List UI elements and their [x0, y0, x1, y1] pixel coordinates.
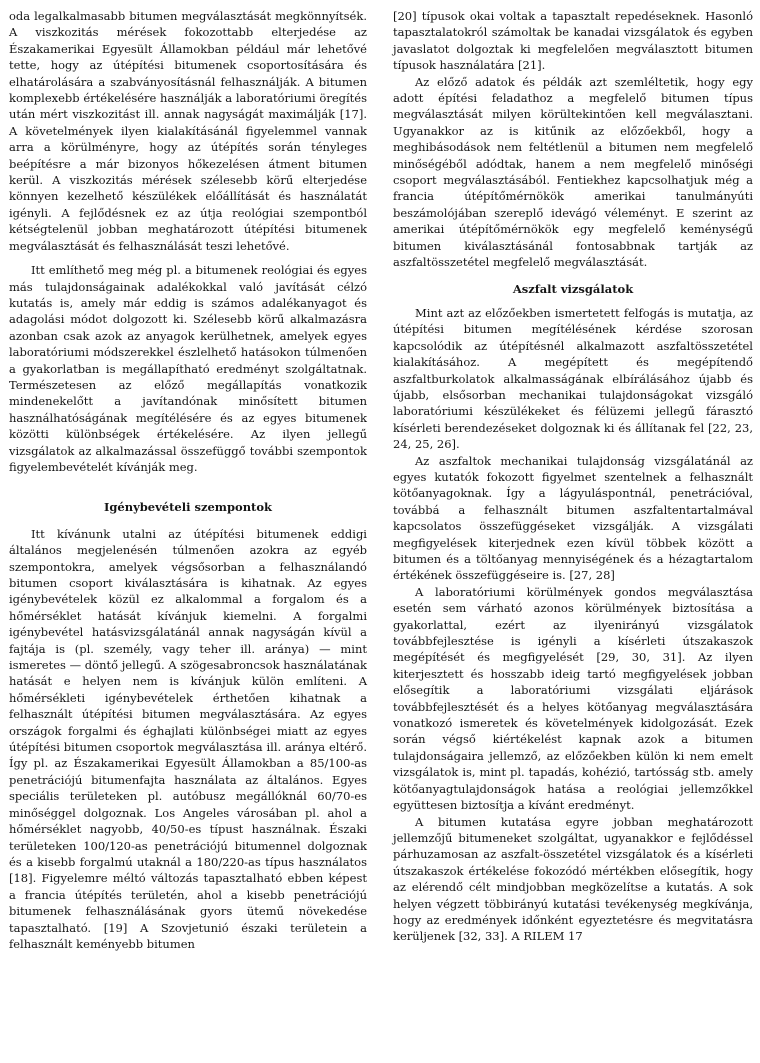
- right-column: [393, 8, 753, 945]
- section-heading-ignybeveteli: Igénybevételi szempontok: [103, 500, 273, 515]
- left-column: [9, 8, 367, 952]
- right-paragraph-3: Mint azt az előzőekben ismertetett felfogás is mutatja, az útépítési bitumen megítélésének kérdése szorosan kapcsolódik az útépítésnél alkalmazott aszfaltösszetétel kialakításához. A megépített és megépítendő aszfaltburkolatok alkalmasságának elbírálásához újabb és újabb, elsősorban mechanikai tulajdonságokat vizsgáló laboratóriumi készülékeket és félüzemi jellegű fárasztó kísérleti berendezéseket dolgoznak ki és állítanak fel [22, 23, 24, 25, 26].: [393, 305, 753, 452]
- right-paragraph-6: A bitumen kutatása egyre jobban meghatározott jellemzőjű bitumeneket szolgáltat, ugyanakkor e fejlődéssel párhuzamosan az aszfalt-összetétel vizsgálatok és a kísérleti útszakaszok értékelése fokozódó mértékben elősegítik, hogy az elérendő célt mindjobban megközelítse a kutatás. A sok helyen végzett többirányú kutatási tevékenység megkívánja, hogy az eredmények időnként egyeztetésre és megvitatásra kerüljenek [32, 33]. A RILEM 17: [393, 814, 753, 944]
- section-heading-aszfalt: Aszfalt vizsgálatok: [512, 281, 634, 296]
- right-paragraph-4: Az aszfaltok mechanikai tulajdonság vizsgálatánál az egyes kutatók fokozott figyelmet szentelnek a felhasznált kötőanyagoknak. Így a lágyuláspontnál, penetrációval, továbbá a felhasznált bitumen aszfaltentartalmával kapcsolatos összefüggéseket vizsgálják. A vizsgálati megfigyelések kiterjednek ezen kívül többek között a bitumen és a töltőanyag mennyiségének és a hézagtartalom értékének összefüggéseire is. [27, 28]: [393, 453, 753, 583]
- left-paragraph-2: Itt említhető meg még pl. a bitumenek reológiai és egyes más tulajdonságainak adalékokkal való javítását célzó kutatás is, amely már eddig is számos adalékanyagot és adagolási módot dolgozott ki. Szélesebb körű alkalmazásra azonban csak azok az anyagok kerülhetnek, amelyek egyes laboratóriumi módszerekkel észlelhető hatásokon túlmenően a gyakorlatban is megállapítható eredményt szolgáltatnak. Természetesen az előző megállapítás vonatkozik mindenekelőtt a javítandónak minősített bitumen használhatóságának megítélésére és az egyes bitumenek közötti különbségek értékelésére. Az ilyen jellegű vizsgálatok az alkalmazással összefüggő további szempontok figyelembevételét kívánják meg.: [9, 263, 367, 474]
- right-paragraph-2: Az előző adatok és példák azt szemléltetik, hogy egy adott építési feladathoz a megfelelő bitumen típus megválasztását milyen körültekintően kell megválasztani. Ugyanakkor az is kitűnik az előzőekből, hogy a meghibásodások nem feltétlenül a bitumen nem megfelelő minőségéből adódtak, hanem a nem megfelelő minőségi csoport megválasztásából. Fentiekhez kapcsolhatjuk még a francia útépítőmérnökök amerikai tanulmányúti beszámolójában szereplő idevágó véleményt. E szerint az amerikai útépítőmérnökök egy megfelelő keménységű bitumen kiválasztásánál fontosabbnak tartják az aszfaltösszetétel megfelelő megválasztását.: [393, 74, 753, 270]
- right-paragraph-5: A laboratóriumi körülmények gondos megválasztása esetén sem várható azonos körülmények biztosítása a gyakorlattal, ezért az ilyenirányú vizsgálatok továbbfejlesztése is igényli a kísérleti útszakaszok megépítését és megfigyelését [29, 30, 31]. Az ilyen kiterjesztett és hosszabb ideig tartó megfigyelések jobban elősegítik a laboratóriumi vizsgálati eljárások továbbfejlesztését és a helyes kötőanyag megválasztására vonatkozó ismeretek és követelmények kidolgozását. Ezek során végső kiértékelést kapnak azok a bitumen tulajdonságaira jellemző, az előzőekben külön ki nem emelt vizsgálatok is, mint pl. tapadás, kohézió, tartósság stb. amely kötőanyagtulajdonságok hatása a reológiai jellemzőkkel együttesen biztosítja a kívánt eredményt.: [393, 584, 753, 813]
- right-paragraph-1: [20] típusok okai voltak a tapasztalt repedéseknek. Hasonló tapasztalatokról számoltak be kanadai vizsgálatok és egyben javaslatot dolgoztak ki megfelelően megválasztott bitumen típusok használatára [21].: [393, 9, 753, 73]
- left-paragraph-1: oda legalkalmasabb bitumen megválasztását megkönnyítsék. A viszkozitás mérések fokozottabb elterjedése az Északamerikai Egyesült Államokban például már lehetővé tette, hogy az útépítési bitumenek csoportosítására és elhatárolására a szabványosításnál felhasználják. A bitumen komplexebb értékelésére használják a laboratóriumi öregítés után mért viszkozitást ill. annak nagyságát maximálják [17]. A követelmények ilyen kialakításánál figyelemmel vannak arra a körülményre, hogy az útépítés során tényleges beépítésre a már bizonyos hőkezelésen átment bitumen kerül. A viszkozitás mérések szélesebb körű elterjedése könnyen kezelhető készülékek előállítását és használatát igényli. A fejlődésnek ez az útja reológiai szempontból kétségtelenül jobban meghatározott útépítési bitumenek megválasztását és felhasználását teszi lehetővé.: [9, 9, 367, 253]
- left-paragraph-3: Itt kívánunk utalni az útépítési bitumenek eddigi általános megjelenésén túlmenően azokra az egyéb szempontokra, amelyek végsősorban a felhasználandó bitumen csoport kiválasztására is kihatnak. Az egyes igénybevételek közül ez alkalommal a forgalom és a hőmérséklet hatását kívánjuk kiemelni. A forgalmi igénybevétel hatásvizsgálatánál annak nagyságán kívül a fajtája is (pl. személy, vagy teher ill. aránya) — mint ismeretes — döntő jellegű. A szögesabroncsok használatának hatását e helyen nem is kívánjuk külön említeni. A hőmérsékleti igénybevételek érthetően kihatnak a felhasznált útépítési bitumen megválasztására. Az egyes országok forgalmi és éghajlati különbségei miatt az egyes útépítési bitumen csoportok megválasztása ill. aránya eltérő. Így pl. az Északamerikai Egyesült Államokban a 85/100-as penetrációjú bitumenfajta használata az általános. Egyes speciális területeken pl. autóbusz megállóknál 60/70-es minőséggel dolgoznak. Los Angeles városában pl. ahol a hőmérséklet nagyobb, 40/50-es típust használnak. Északi területeken 100/120-as penetrációjú bitumennel dolgoznak és a kisebb forgalmú utaknál a 180/220-as típus használatos [18]. Figyelemre méltó változás tapasztalható ebben képest a francia útépítés területén, ahol a kisebb penetrációjú bitumenek felhasználásának gyors ütemű növekedése tapasztalható. [19] A Szovjetunió északi területein a felhasznált keményebb bitumen: [9, 526, 367, 951]
